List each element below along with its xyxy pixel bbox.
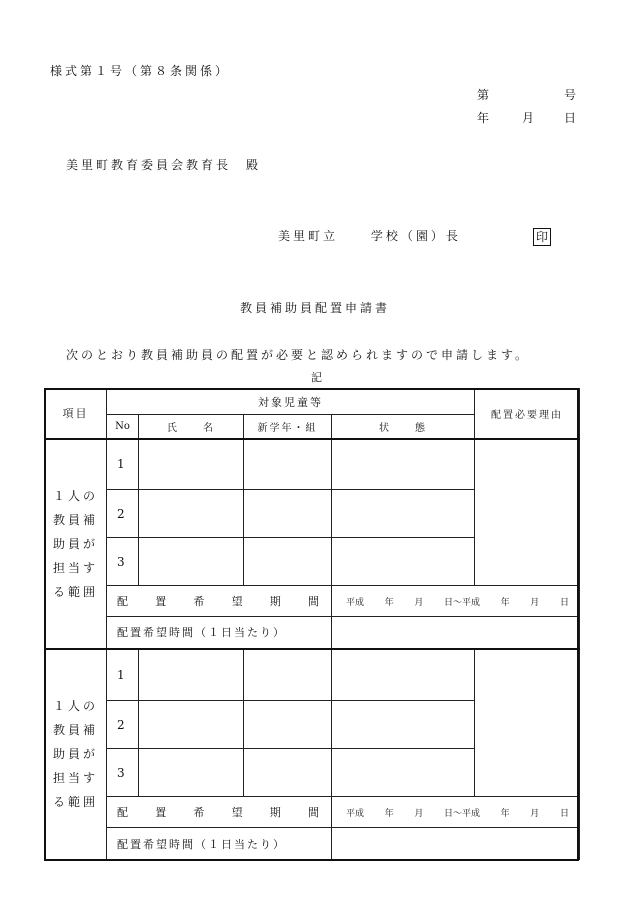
period-part: 年 (500, 597, 510, 608)
period-char: 期 (269, 595, 281, 608)
period-char: 配 (117, 595, 128, 608)
period-label (107, 586, 332, 617)
period-part: 日 (559, 808, 569, 819)
period-part: 日 (559, 597, 569, 608)
number-suffix: 号 (563, 88, 579, 102)
header-reason: 配置必要理由 (475, 389, 580, 439)
ki-label: 記 (311, 371, 324, 384)
intro-text: 次のとおり教員補助員の配置が必要と認められますので申請します。 (66, 348, 531, 362)
period-part: 月 (414, 808, 424, 819)
header-status: 状 態 (332, 415, 475, 439)
section-2-hours-row (45, 828, 580, 860)
period-char: 間 (307, 806, 319, 819)
row-number: 1 (107, 439, 139, 490)
application-table (44, 388, 580, 860)
grade-field[interactable] (244, 439, 332, 490)
period-char: 配 (117, 806, 128, 819)
name-field[interactable] (139, 439, 244, 490)
period-part: 日～平成 (443, 808, 480, 819)
seal-label: 印 (533, 228, 551, 246)
period-part: 月 (530, 597, 540, 608)
period-part: 月 (530, 808, 540, 819)
period-value[interactable] (332, 586, 580, 617)
sender-block (278, 227, 461, 244)
section-1-item (45, 439, 107, 649)
section-2-row-1 (45, 649, 580, 701)
period-part: 日～平成 (443, 597, 480, 608)
period-char: 置 (155, 595, 167, 608)
period-char: 希 (193, 806, 205, 819)
item-line: 助員が (52, 536, 98, 551)
header-grade: 新学年・組 (244, 415, 332, 439)
period-char: 望 (231, 595, 243, 608)
item-line: 担当す (52, 771, 98, 786)
status-field[interactable] (332, 538, 475, 586)
item-line: る範囲 (52, 795, 98, 810)
school-prefix: 美里町立 (278, 229, 339, 243)
period-char: 期 (269, 806, 281, 819)
grade-field[interactable] (244, 649, 332, 701)
item-line: る範囲 (52, 584, 98, 599)
seal-mark (533, 226, 551, 246)
hours-value[interactable] (332, 617, 580, 649)
number-prefix: 第 (477, 88, 493, 102)
period-part: 年 (500, 808, 510, 819)
item-line: 助員が (52, 747, 98, 762)
hours-label: 配置希望時間（１日当たり） (107, 617, 332, 649)
period-part: 年 (384, 808, 394, 819)
section-1-period-row (45, 586, 580, 617)
item-line: １人の (52, 699, 98, 714)
hours-label: 配置希望時間（１日当たり） (107, 828, 332, 860)
section-2-item (45, 649, 107, 860)
item-line: １人の (52, 488, 98, 503)
item-line: 教員補 (52, 723, 98, 738)
date-month: 月 (522, 111, 538, 125)
status-field[interactable] (332, 701, 475, 749)
grade-field[interactable] (244, 749, 332, 797)
name-field[interactable] (139, 649, 244, 701)
addressee: 美里町教育委員会教育長 殿 (66, 158, 262, 172)
date-day: 日 (563, 111, 579, 125)
section-2-period-row (45, 797, 580, 828)
document-title: 教員補助員配置申請書 (240, 301, 391, 315)
row-number: 3 (107, 749, 139, 797)
reason-field[interactable] (475, 649, 580, 797)
document-number (477, 86, 579, 103)
form-label: 様式第１号（第８条関係） (50, 64, 231, 78)
header-row-1 (45, 389, 580, 415)
status-field[interactable] (332, 439, 475, 490)
name-field[interactable] (139, 538, 244, 586)
item-line: 担当す (52, 560, 98, 575)
row-number: 2 (107, 701, 139, 749)
header-target-group: 対象児童等 (107, 389, 475, 415)
section-1-row-1 (45, 439, 580, 490)
header-item: 項目 (45, 389, 107, 439)
period-part: 平成 (346, 597, 365, 608)
grade-field[interactable] (244, 538, 332, 586)
section-1-hours-row (45, 617, 580, 649)
header-name: 氏 名 (139, 415, 244, 439)
period-part: 年 (384, 597, 394, 608)
period-char: 間 (307, 595, 319, 608)
period-char: 置 (155, 806, 167, 819)
period-label (107, 797, 332, 828)
grade-field[interactable] (244, 490, 332, 538)
name-field[interactable] (139, 701, 244, 749)
period-char: 望 (231, 806, 243, 819)
header-no: No (107, 415, 139, 439)
reason-field[interactable] (475, 439, 580, 586)
period-part: 月 (414, 597, 424, 608)
status-field[interactable] (332, 490, 475, 538)
row-number: 3 (107, 538, 139, 586)
period-value[interactable] (332, 797, 580, 828)
item-line: 教員補 (52, 512, 98, 527)
name-field[interactable] (139, 490, 244, 538)
school-suffix: 学校（園）長 (370, 229, 461, 243)
hours-value[interactable] (332, 828, 580, 860)
row-number: 1 (107, 649, 139, 701)
date-year: 年 (477, 111, 493, 125)
name-field[interactable] (139, 749, 244, 797)
period-char: 希 (193, 595, 205, 608)
status-field[interactable] (332, 749, 475, 797)
grade-field[interactable] (244, 701, 332, 749)
status-field[interactable] (332, 649, 475, 701)
row-number: 2 (107, 490, 139, 538)
period-part: 平成 (346, 808, 365, 819)
